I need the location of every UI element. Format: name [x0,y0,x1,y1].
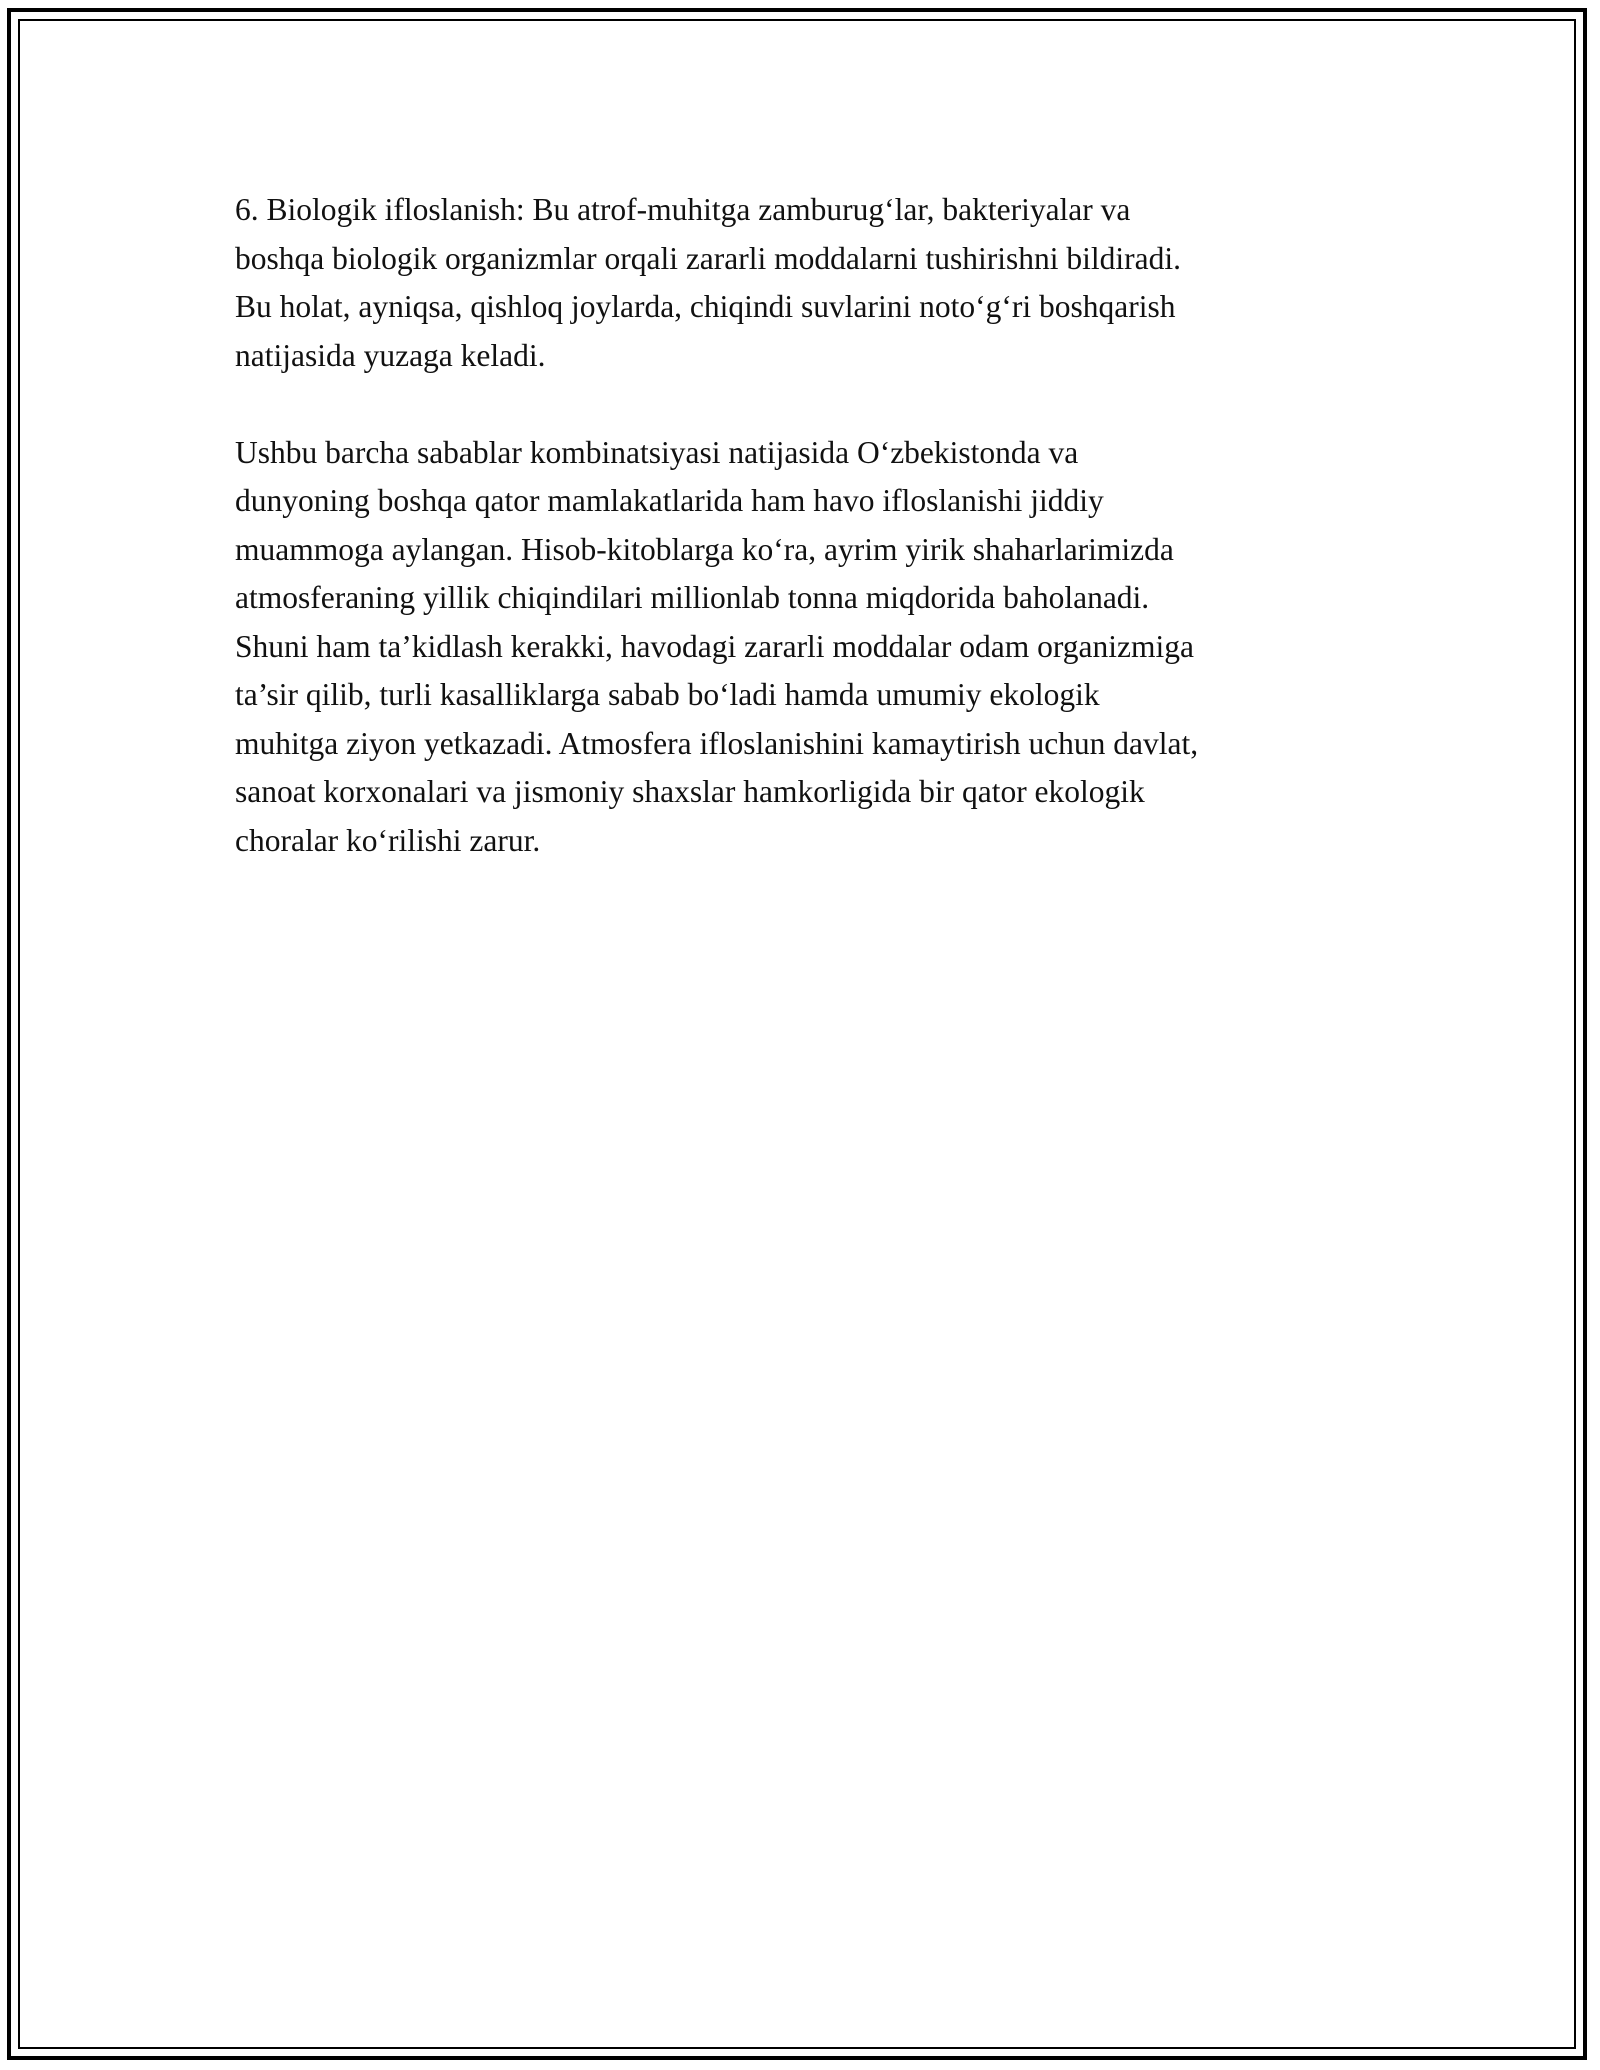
text-line: choralar ko‘rilishi zarur. [235,822,541,858]
text-line: Bu holat, ayniqsa, qishloq joylarda, chiqindi suvlarini noto‘g‘ri boshqarish [235,289,1176,324]
document-body [235,186,1375,914]
text-line: muhitga ziyon yetkazadi. Atmosfera ifloslanishini kamaytirish uchun davlat, [235,725,1199,761]
paragraph-biological-pollution [235,186,1375,380]
text-line: ta’sir qilib, turli kasalliklarga sabab bo‘ladi hamda umumiy ekologik [235,677,1100,712]
text-line: 6. Biologik ifloslanish: Bu atrof-muhitga zamburug‘lar, bakteriyalar va [235,192,1131,227]
text-line: natijasida yuzaga keladi. [235,337,546,373]
text-line: boshqa biologik organizmlar orqali zararli moddalarni tushirishni bildiradi. [235,240,1181,276]
text-line: Ushbu barcha sabablar kombinatsiyasi natijasida O‘zbekistonda va [235,434,1079,470]
text-line: dunyoning boshqa qator mamlakatlarida ham havo ifloslanishi jiddiy [235,483,1104,518]
text-line: Shuni ham ta’kidlash kerakki, havodagi zararli moddalar odam organizmiga [235,628,1194,664]
text-line: muammoga aylangan. Hisob-kitoblarga ko‘ra, ayrim yirik shaharlarimizda [235,531,1174,567]
paragraph-air-pollution-summary [235,429,1375,866]
text-line: atmosferaning yillik chiqindilari millionlab tonna miqdorida baholanadi. [235,580,1150,615]
text-line: sanoat korxonalari va jismoniy shaxslar hamkorligida bir qator ekologik [235,774,1145,809]
